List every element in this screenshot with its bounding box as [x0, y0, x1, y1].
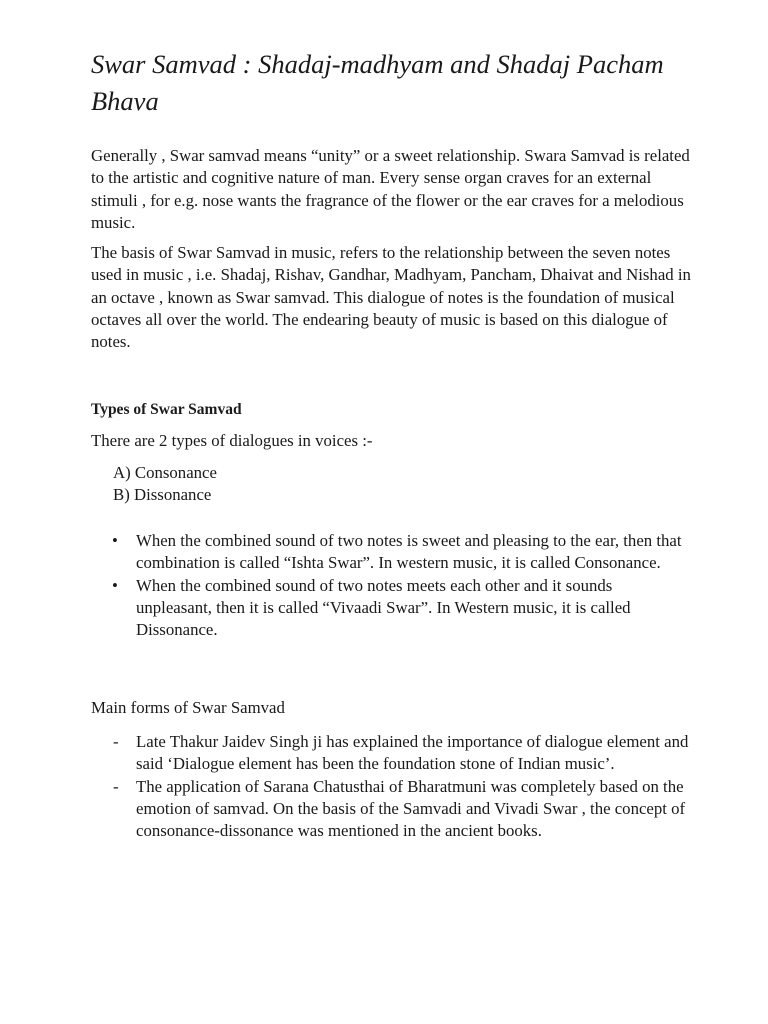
types-list	[113, 462, 217, 507]
section-heading-types: Types of Swar Samvad	[91, 401, 242, 418]
bullet-icon: •	[112, 575, 118, 595]
paragraph-intro: Generally , Swar samvad means “unity” or a sweet relationship. Swara Samvad is related to the artistic and cognitive nature of man. Every sense organ craves for an external stimuli , for e.g. nose wants the fragrance of the flower or the ear craves for a melodious music.	[91, 146, 690, 232]
list-item-consonance: A) Consonance	[113, 463, 217, 482]
dash-icon: -	[113, 776, 119, 796]
bullet-list	[91, 530, 691, 641]
dash-icon: -	[113, 732, 119, 751]
dash-list	[91, 731, 691, 842]
dash-item-text: Late Thakur Jaidev Singh ji has explained the importance of dialogue element and said ‘Dialogue element has been the foundation stone of Indian music’.	[136, 732, 689, 774]
paragraph-basis: The basis of Swar Samvad in music, refers to the relationship between the seven notes used in music , i.e. Shadaj, Rishav, Gandhar, Madhyam, Pancham, Dhaivat and Nishad in an octave , known as Swar samvad. This dialogue of notes is the foundation of musical octaves all over the world. The endearing beauty of music is based on this dialogue of notes.	[91, 243, 691, 352]
page-title: Swar Samvad : Shadaj-madhyam and Shadaj Pacham Bhava	[91, 49, 664, 116]
bullet-text: When the combined sound of two notes is sweet and pleasing to the ear, then that combination is called “Ishta Swar”. In western music, it is called Consonance.	[136, 531, 682, 573]
list-item-dissonance: B) Dissonance	[113, 485, 212, 505]
list-item	[91, 575, 691, 642]
dash-item-text: The application of Sarana Chatusthai of Bharatmuni was completely based on the emotion of samvad. On the basis of the Samvadi and Vivadi Swar , the concept of consonance-dissonance was mentioned in the ancient books.	[136, 776, 686, 841]
list-item	[91, 530, 691, 575]
list-item	[91, 731, 691, 776]
types-intro: There are 2 types of dialogues in voices :-	[91, 431, 373, 450]
bullet-icon: •	[112, 531, 118, 550]
bullet-text: When the combined sound of two notes meets each other and it sounds unpleasant, then it is called “Vivaadi Swar”. In Western music, it is called Dissonance.	[136, 575, 631, 640]
section-heading-forms: Main forms of Swar Samvad	[91, 698, 285, 717]
list-item	[91, 776, 691, 843]
